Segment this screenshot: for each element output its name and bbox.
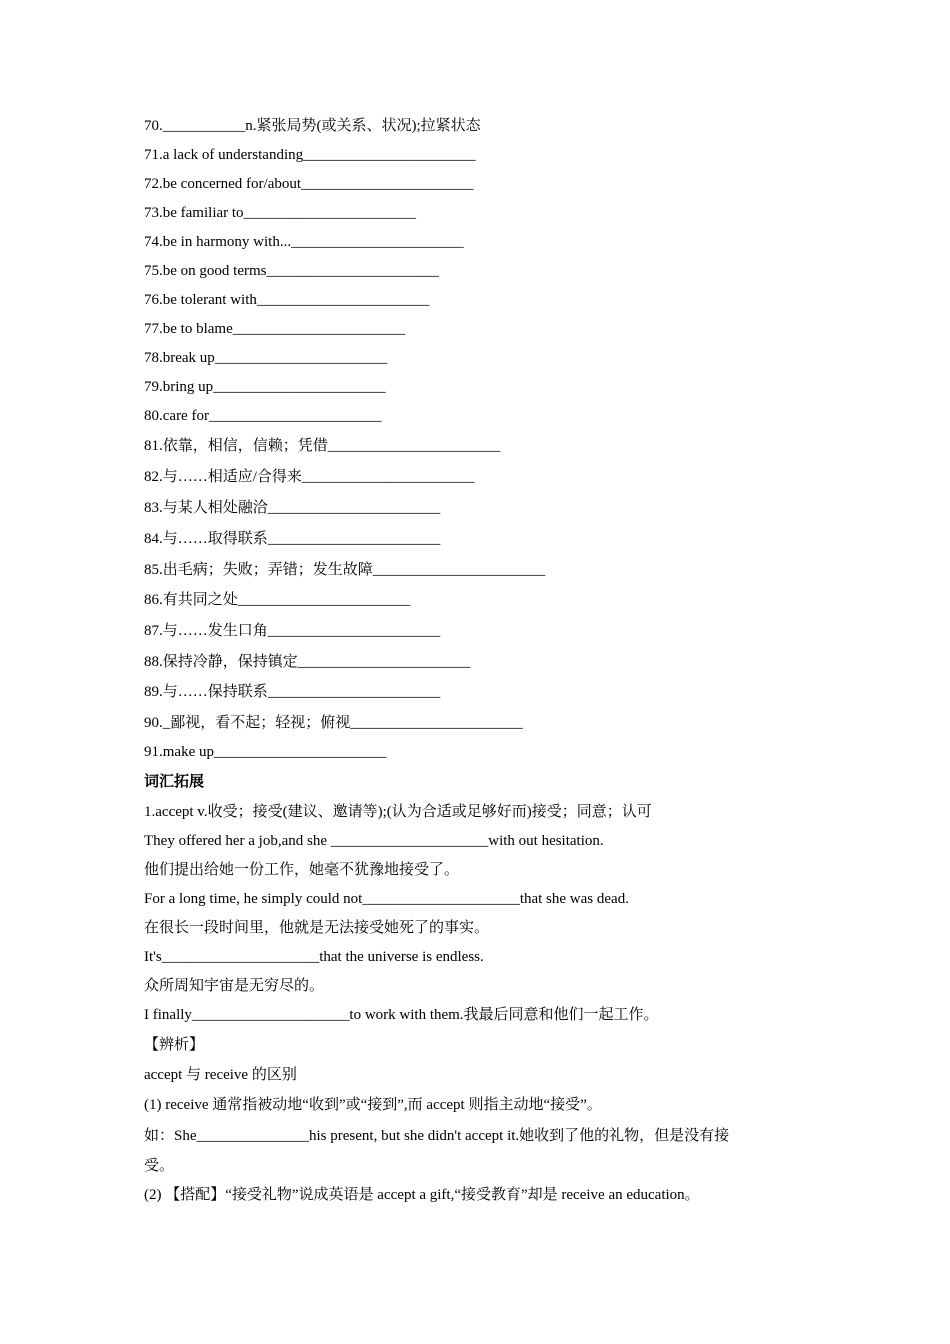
exercise-line-80: 80.care for_______________________ <box>144 408 382 424</box>
exercise-line-78: 78.break up_______________________ <box>144 350 388 366</box>
exercise-line-91: 91.make up_______________________ <box>144 744 387 760</box>
exercise-line-87: 87.与……发生口角_______________________ <box>144 623 441 639</box>
exercise-line-75: 75.be on good terms_______________________ <box>144 263 439 279</box>
exercise-line-89: 89.与……保持联系_______________________ <box>144 684 441 700</box>
section-title: 词汇拓展 <box>144 774 205 790</box>
exercise-line-83: 83.与某人相处融洽_______________________ <box>144 500 441 516</box>
exercise-line-76: 76.be tolerant with_______________________ <box>144 292 430 308</box>
exercise-line-86: 86.有共同之处_______________________ <box>144 592 411 608</box>
example-sentence-2: For a long time, he simply could not_____________________that she was dead. <box>144 891 629 907</box>
analysis-subtitle: accept 与 receive 的区别 <box>144 1067 297 1083</box>
example-translation-1: 他们提出给她一份工作，她毫不犹豫地接受了。 <box>144 862 460 878</box>
example-sentence-3: It's_____________________that the universe is endless. <box>144 949 484 965</box>
exercise-line-73: 73.be familiar to_______________________ <box>144 205 417 221</box>
example-translation-3: 众所周知宇宙是无穷尽的。 <box>144 978 325 994</box>
exercise-line-82: 82.与……相适应/合得来_______________________ <box>144 469 475 485</box>
analysis-heading: 【辨析】 <box>144 1037 205 1053</box>
exercise-line-72: 72.be concerned for/about_______________________ <box>144 176 474 192</box>
exercise-line-74: 74.be in harmony with..._______________________ <box>144 234 464 250</box>
exercise-line-84: 84.与……取得联系_______________________ <box>144 531 441 547</box>
exercise-line-88: 88.保持冷静，保持镇定_______________________ <box>144 654 471 670</box>
exercise-line-81: 81.依靠，相信，信赖；凭借_______________________ <box>144 438 501 454</box>
exercise-line-79: 79.bring up_______________________ <box>144 379 386 395</box>
analysis-example-continued: 受。 <box>144 1158 175 1174</box>
vocab-entry-accept: 1.accept v.收受；接受(建议、邀请等);(认为合适或足够好而)接受；同意；认可 <box>144 804 652 820</box>
analysis-example: 如：She_______________his present, but she didn't accept it.她收到了他的礼物，但是没有接 <box>144 1128 730 1144</box>
example-sentence-1: They offered her a job,and she _____________________with out hesitation. <box>144 833 604 849</box>
analysis-point-1: (1) receive 通常指被动地“收到”或“接到”,而 accept 则指主动地“接受”。 <box>144 1097 602 1113</box>
exercise-line-90: 90._鄙视，看不起；轻视；俯视_______________________ <box>144 715 523 731</box>
exercise-line-71: 71.a lack of understanding_______________________ <box>144 147 476 163</box>
example-sentence-4: I finally_____________________to work with them.我最后同意和他们一起工作。 <box>144 1007 659 1023</box>
exercise-line-70: 70.___________n.紧张局势(或关系、状况);拉紧状态 <box>144 118 481 134</box>
exercise-line-77: 77.be to blame_______________________ <box>144 321 406 337</box>
exercise-line-85: 85.出毛病；失败；弄错；发生故障_______________________ <box>144 562 546 578</box>
example-translation-2: 在很长一段时间里，他就是无法接受她死了的事实。 <box>144 920 490 936</box>
analysis-point-2: (2) 【搭配】“接受礼物”说成英语是 accept a gift,“接受教育”却是 receive an education。 <box>144 1187 700 1203</box>
